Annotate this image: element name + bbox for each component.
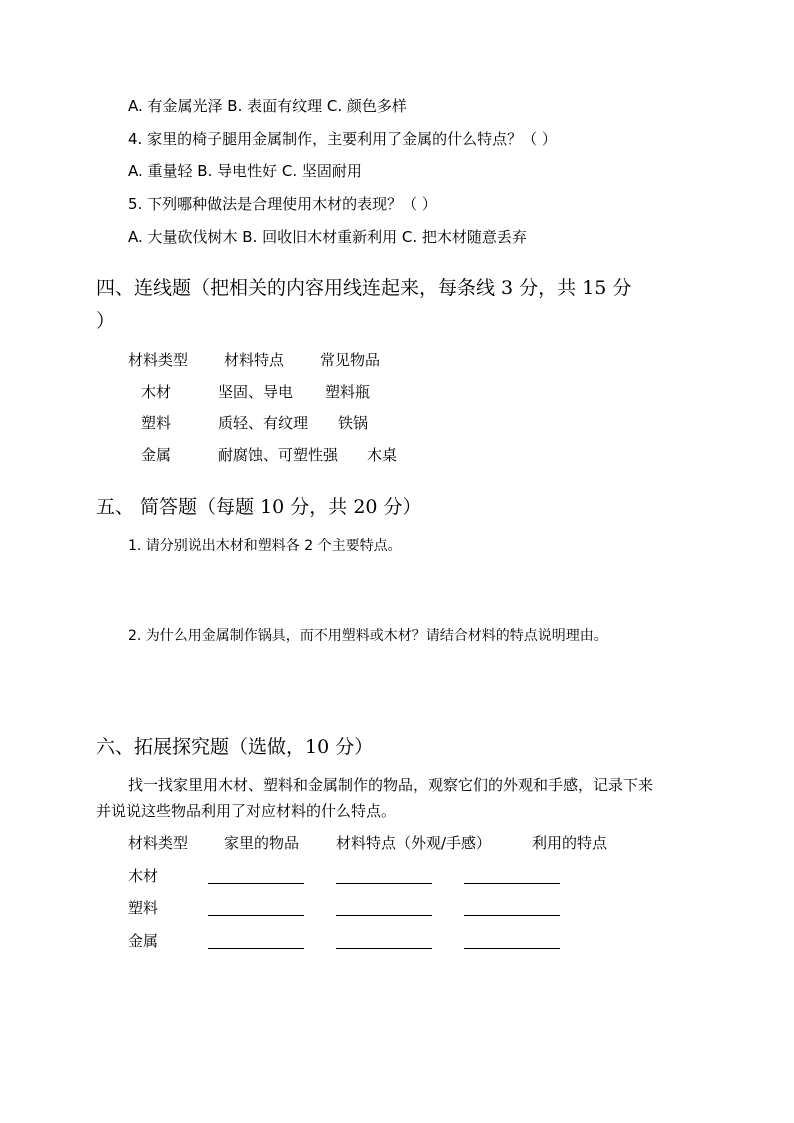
q4-question: 4. 家里的椅子腿用金属制作，主要利用了金属的什么特点？（ ）: [128, 130, 557, 148]
record-blank-3-3[interactable]: [464, 948, 560, 949]
q3-options: A. 有金属光泽 B. 表面有纹理 C. 颜色多样: [128, 97, 407, 115]
record-blank-1-1[interactable]: [208, 883, 304, 884]
q5-options: A. 大量砍伐树木 B. 回收旧木材重新利用 C. 把木材随意丢弃: [128, 228, 527, 246]
record-blank-3-2[interactable]: [336, 948, 432, 949]
record-row-label-1: 木材: [128, 867, 159, 885]
matching-feature-1: 坚固、导电: [218, 383, 294, 401]
record-blank-3-1[interactable]: [208, 948, 304, 949]
record-header-type: 材料类型: [128, 834, 189, 852]
short-answer-q2: 2. 为什么用金属制作锅具，而不用塑料或木材？请结合材料的特点说明理由。: [128, 628, 608, 644]
record-row-label-2: 塑料: [128, 899, 159, 917]
q5-question: 5. 下列哪种做法是合理使用木材的表现？（ ）: [128, 195, 437, 213]
section6-paragraph-line2: 并说说这些物品利用了对应材料的什么特点。: [96, 802, 397, 820]
matching-feature-2: 质轻、有纹理: [218, 414, 309, 432]
matching-header-feature: 材料特点: [224, 351, 285, 369]
matching-feature-3: 耐腐蚀、可塑性强: [218, 446, 339, 464]
record-header-feature: 材料特点（外观/手感）: [336, 834, 492, 852]
record-blank-2-2[interactable]: [336, 915, 432, 916]
record-blank-2-3[interactable]: [464, 915, 560, 916]
q4-options: A. 重量轻 B. 导电性好 C. 坚固耐用: [128, 162, 362, 180]
section4-heading: 四、连线题（把相关的内容用线连起来，每条线 3 分，共 15 分: [96, 277, 632, 299]
record-header-use: 利用的特点: [532, 834, 608, 852]
matching-type-3: 金属: [141, 446, 172, 464]
section4-heading-cont: ）: [96, 310, 116, 332]
record-blank-1-2[interactable]: [336, 883, 432, 884]
section6-paragraph-line1: 找一找家里用木材、塑料和金属制作的物品，观察它们的外观和手感，记录下来: [128, 776, 654, 794]
matching-item-1: 塑料瓶: [325, 383, 371, 401]
matching-header-item: 常见物品: [320, 351, 381, 369]
record-blank-2-1[interactable]: [208, 915, 304, 916]
matching-item-3: 木桌: [367, 446, 398, 464]
record-header-item: 家里的物品: [224, 834, 300, 852]
matching-type-1: 木材: [141, 383, 172, 401]
section5-heading: 五、 简答题（每题 10 分，共 20 分）: [96, 496, 422, 518]
matching-type-2: 塑料: [141, 414, 172, 432]
record-row-label-3: 金属: [128, 932, 159, 950]
record-blank-1-3[interactable]: [464, 883, 560, 884]
matching-item-2: 铁锅: [338, 414, 369, 432]
short-answer-q1: 1. 请分别说出木材和塑料各 2 个主要特点。: [128, 538, 402, 554]
matching-header-type: 材料类型: [128, 351, 189, 369]
section6-heading: 六、拓展探究题（选做，10 分）: [96, 736, 374, 758]
